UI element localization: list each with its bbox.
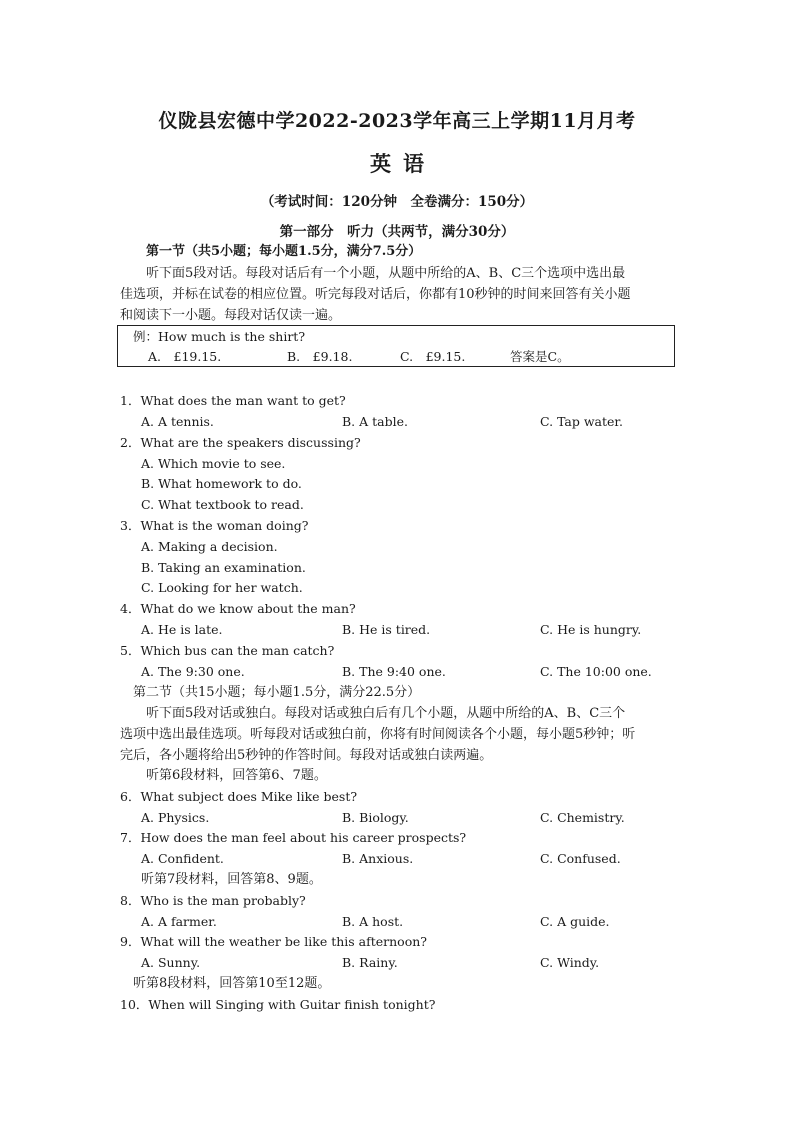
section2-heading: 第二节（共15小题；每小题1.5分，满分22.5分） [133,685,421,700]
section1-instruction: 佳选项，并标在试卷的相应位置。听完每段对话后，你都有10秒钟的时间来回答有关小题 [120,287,631,302]
option: C. He is hungry. [540,622,642,637]
option: A. The 9:30 one. [141,664,245,679]
example-option: B. £9.18. [287,349,353,364]
option: B. Rainy. [342,955,398,970]
exam-meta: （考试时间：120分钟 全卷满分：150分） [260,194,534,210]
option: A. Making a decision. [141,539,278,554]
option: B. He is tired. [342,622,431,637]
question: 1．What does the man want to get? [120,393,346,408]
option: A. Sunny. [141,955,201,970]
material-note: 听第7段材料，回答第8、9题。 [141,872,322,887]
exam-title: 仪陇县宏德中学2022-2023学年高三上学期11月月考 [158,110,636,132]
option: B. The 9:40 one. [342,664,446,679]
question: 7．How does the man feel about his career prospects? [120,830,467,845]
option: B. A host. [342,914,404,929]
option: C. The 10:00 one. [540,664,652,679]
option: A. Which movie to see. [141,456,286,471]
question: 3．What is the woman doing? [120,518,309,533]
option: B. Taking an examination. [141,560,306,575]
example-option: C. £9.15. [400,349,466,364]
option: A. Physics. [141,810,210,825]
option: A. A farmer. [141,914,217,929]
question: 4．What do we know about the man? [120,601,356,616]
option: B. What homework to do. [141,476,302,491]
option: B. Biology. [342,810,409,825]
option: A. A tennis. [141,414,214,429]
option: B. A table. [342,414,408,429]
section1-heading: 第一节（共5小题；每小题1.5分，满分7.5分） [146,244,422,259]
example-option: A. £19.15. [148,349,222,364]
option: C. Looking for her watch. [141,580,303,595]
option: C. Windy. [540,955,600,970]
question: 2．What are the speakers discussing? [120,435,361,450]
option: A. Confident. [141,851,224,866]
question: 8．Who is the man probably? [120,893,306,908]
option: C. Confused. [540,851,621,866]
example-answer: 答案是C。 [510,349,570,364]
option: C. Chemistry. [540,810,625,825]
material-note: 听第8段材料，回答第10至12题。 [133,976,331,991]
question: 6．What subject does Mike like best? [120,789,358,804]
option: C. A guide. [540,914,610,929]
option: B. Anxious. [342,851,414,866]
section2-instruction: 选项中选出最佳选项。听每段对话或独白前，你将有时间阅读各个小题，每小题5秒钟；听 [120,727,636,742]
section2-instruction: 完后，各小题将给出5秒钟的作答时间。每段对话或独白读两遍。 [120,748,493,763]
section1-instruction: 听下面5段对话。每段对话后有一个小题，从题中所给的A、B、C三个选项中选出最 [146,266,626,281]
question: 10．When will Singing with Guitar finish tonight? [120,997,436,1012]
question: 9．What will the weather be like this afternoon? [120,934,427,949]
part-heading: 第一部分 听力（共两节，满分30分） [279,224,515,240]
subject-title: 英语 [370,151,436,176]
material-note: 听第6段材料，回答第6、7题。 [146,768,327,783]
option: A. He is late. [141,622,223,637]
option: C. Tap water. [540,414,624,429]
question: 5．Which bus can the man catch? [120,643,335,658]
section2-instruction: 听下面5段对话或独白。每段对话或独白后有几个小题，从题中所给的A、B、C三个 [146,706,626,721]
section1-instruction: 和阅读下一小题。每段对话仅读一遍。 [120,308,342,323]
example-question: 例：How much is the shirt? [133,329,306,344]
option: C. What textbook to read. [141,497,304,512]
